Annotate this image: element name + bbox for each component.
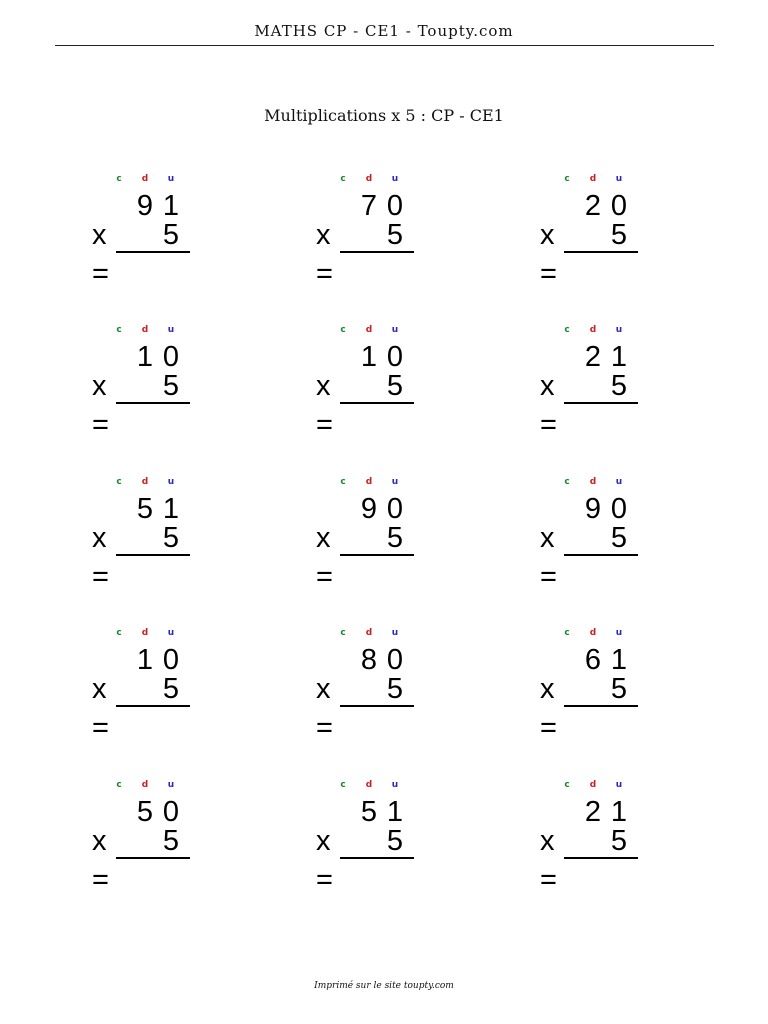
units-digit: 1: [610, 796, 628, 828]
tens-label: d: [365, 628, 373, 638]
units-digit: 0: [162, 796, 180, 828]
hundreds-label: c: [116, 780, 122, 790]
tens-digit: 1: [136, 341, 154, 373]
tens-label: d: [141, 174, 149, 184]
print-footer: Imprimé sur le site toupty.com: [314, 981, 454, 991]
multiplication-problem-11: [316, 628, 446, 748]
units-label: u: [167, 477, 175, 487]
units-digit: 0: [162, 341, 180, 373]
times-sign: x: [92, 673, 107, 705]
units-label: u: [391, 780, 399, 790]
header-divider: [55, 45, 714, 46]
tens-label: d: [589, 325, 597, 335]
units-label: u: [391, 477, 399, 487]
multiplication-problem-9: [540, 477, 670, 597]
tens-digit: 1: [360, 341, 378, 373]
units-label: u: [391, 628, 399, 638]
tens-digit: 2: [584, 190, 602, 222]
tens-digit: 8: [360, 644, 378, 676]
units-digit: 0: [386, 190, 404, 222]
times-sign: x: [540, 219, 555, 251]
times-sign: x: [540, 370, 555, 402]
hundreds-label: c: [564, 477, 570, 487]
units-digit: 1: [386, 796, 404, 828]
hundreds-label: c: [340, 174, 346, 184]
multiplier-digit: 5: [610, 522, 628, 554]
units-digit: 1: [162, 493, 180, 525]
multiplication-problem-15: [540, 780, 670, 900]
multiplication-problem-2: [316, 174, 446, 294]
tens-digit: 9: [584, 493, 602, 525]
units-digit: 0: [610, 190, 628, 222]
equals-sign: =: [540, 561, 557, 593]
multiplier-digit: 5: [386, 825, 404, 857]
equals-sign: =: [316, 258, 333, 290]
multiplication-problem-10: [92, 628, 222, 748]
tens-label: d: [141, 628, 149, 638]
tens-digit: 9: [360, 493, 378, 525]
hundreds-label: c: [116, 174, 122, 184]
equals-sign: =: [92, 409, 109, 441]
equals-sign: =: [316, 864, 333, 896]
equals-sign: =: [540, 712, 557, 744]
sum-line: [116, 554, 190, 556]
sum-line: [564, 857, 638, 859]
multiplication-problem-1: [92, 174, 222, 294]
units-digit: 1: [162, 190, 180, 222]
multiplier-digit: 5: [386, 370, 404, 402]
hundreds-label: c: [116, 325, 122, 335]
multiplier-digit: 5: [610, 370, 628, 402]
units-digit: 0: [162, 644, 180, 676]
times-sign: x: [316, 370, 331, 402]
hundreds-label: c: [340, 780, 346, 790]
units-label: u: [615, 628, 623, 638]
multiplication-problem-4: [92, 325, 222, 445]
multiplication-problem-8: [316, 477, 446, 597]
tens-digit: 2: [584, 341, 602, 373]
hundreds-label: c: [340, 477, 346, 487]
tens-label: d: [365, 174, 373, 184]
units-digit: 1: [610, 644, 628, 676]
multiplier-digit: 5: [386, 673, 404, 705]
tens-digit: 5: [136, 796, 154, 828]
sum-line: [116, 402, 190, 404]
tens-digit: 5: [136, 493, 154, 525]
units-label: u: [615, 325, 623, 335]
times-sign: x: [92, 825, 107, 857]
hundreds-label: c: [564, 628, 570, 638]
multiplier-digit: 5: [610, 673, 628, 705]
multiplication-problem-12: [540, 628, 670, 748]
equals-sign: =: [316, 409, 333, 441]
multiplier-digit: 5: [386, 522, 404, 554]
tens-digit: 2: [584, 796, 602, 828]
units-digit: 0: [386, 644, 404, 676]
sheet-title: Multiplications x 5 : CP - CE1: [264, 106, 504, 125]
sum-line: [340, 402, 414, 404]
units-label: u: [615, 174, 623, 184]
multiplier-digit: 5: [162, 673, 180, 705]
sum-line: [564, 705, 638, 707]
sum-line: [116, 705, 190, 707]
multiplication-problem-13: [92, 780, 222, 900]
multiplier-digit: 5: [386, 219, 404, 251]
units-label: u: [167, 174, 175, 184]
equals-sign: =: [316, 712, 333, 744]
equals-sign: =: [540, 409, 557, 441]
sum-line: [564, 554, 638, 556]
sum-line: [116, 857, 190, 859]
equals-sign: =: [316, 561, 333, 593]
multiplication-problem-7: [92, 477, 222, 597]
times-sign: x: [316, 219, 331, 251]
units-label: u: [167, 628, 175, 638]
tens-digit: 7: [360, 190, 378, 222]
multiplier-digit: 5: [162, 825, 180, 857]
units-label: u: [391, 325, 399, 335]
tens-label: d: [365, 325, 373, 335]
sum-line: [340, 705, 414, 707]
times-sign: x: [316, 673, 331, 705]
hundreds-label: c: [564, 780, 570, 790]
tens-label: d: [589, 628, 597, 638]
times-sign: x: [316, 825, 331, 857]
equals-sign: =: [92, 258, 109, 290]
equals-sign: =: [92, 712, 109, 744]
hundreds-label: c: [116, 628, 122, 638]
tens-digit: 5: [360, 796, 378, 828]
units-digit: 0: [386, 493, 404, 525]
tens-digit: 6: [584, 644, 602, 676]
multiplication-problem-5: [316, 325, 446, 445]
sum-line: [564, 251, 638, 253]
multiplication-problem-3: [540, 174, 670, 294]
multiplier-digit: 5: [162, 522, 180, 554]
tens-label: d: [141, 780, 149, 790]
tens-label: d: [589, 174, 597, 184]
hundreds-label: c: [116, 477, 122, 487]
tens-label: d: [589, 780, 597, 790]
tens-digit: 1: [136, 644, 154, 676]
multiplication-problem-6: [540, 325, 670, 445]
times-sign: x: [92, 522, 107, 554]
hundreds-label: c: [340, 325, 346, 335]
hundreds-label: c: [340, 628, 346, 638]
equals-sign: =: [92, 864, 109, 896]
hundreds-label: c: [564, 325, 570, 335]
times-sign: x: [540, 825, 555, 857]
multiplier-digit: 5: [610, 219, 628, 251]
tens-label: d: [141, 325, 149, 335]
units-label: u: [167, 780, 175, 790]
tens-label: d: [365, 477, 373, 487]
units-label: u: [615, 780, 623, 790]
multiplier-digit: 5: [162, 370, 180, 402]
tens-label: d: [365, 780, 373, 790]
units-digit: 1: [610, 341, 628, 373]
multiplier-digit: 5: [610, 825, 628, 857]
tens-digit: 9: [136, 190, 154, 222]
sum-line: [340, 554, 414, 556]
multiplication-problem-14: [316, 780, 446, 900]
units-digit: 0: [610, 493, 628, 525]
tens-label: d: [141, 477, 149, 487]
equals-sign: =: [92, 561, 109, 593]
times-sign: x: [92, 219, 107, 251]
tens-label: d: [589, 477, 597, 487]
times-sign: x: [540, 673, 555, 705]
equals-sign: =: [540, 258, 557, 290]
times-sign: x: [540, 522, 555, 554]
page-header-title: MATHS CP - CE1 - Toupty.com: [254, 22, 514, 40]
sum-line: [340, 251, 414, 253]
hundreds-label: c: [564, 174, 570, 184]
times-sign: x: [316, 522, 331, 554]
units-label: u: [167, 325, 175, 335]
multiplier-digit: 5: [162, 219, 180, 251]
units-label: u: [615, 477, 623, 487]
times-sign: x: [92, 370, 107, 402]
sum-line: [564, 402, 638, 404]
units-label: u: [391, 174, 399, 184]
sum-line: [340, 857, 414, 859]
sum-line: [116, 251, 190, 253]
units-digit: 0: [386, 341, 404, 373]
equals-sign: =: [540, 864, 557, 896]
